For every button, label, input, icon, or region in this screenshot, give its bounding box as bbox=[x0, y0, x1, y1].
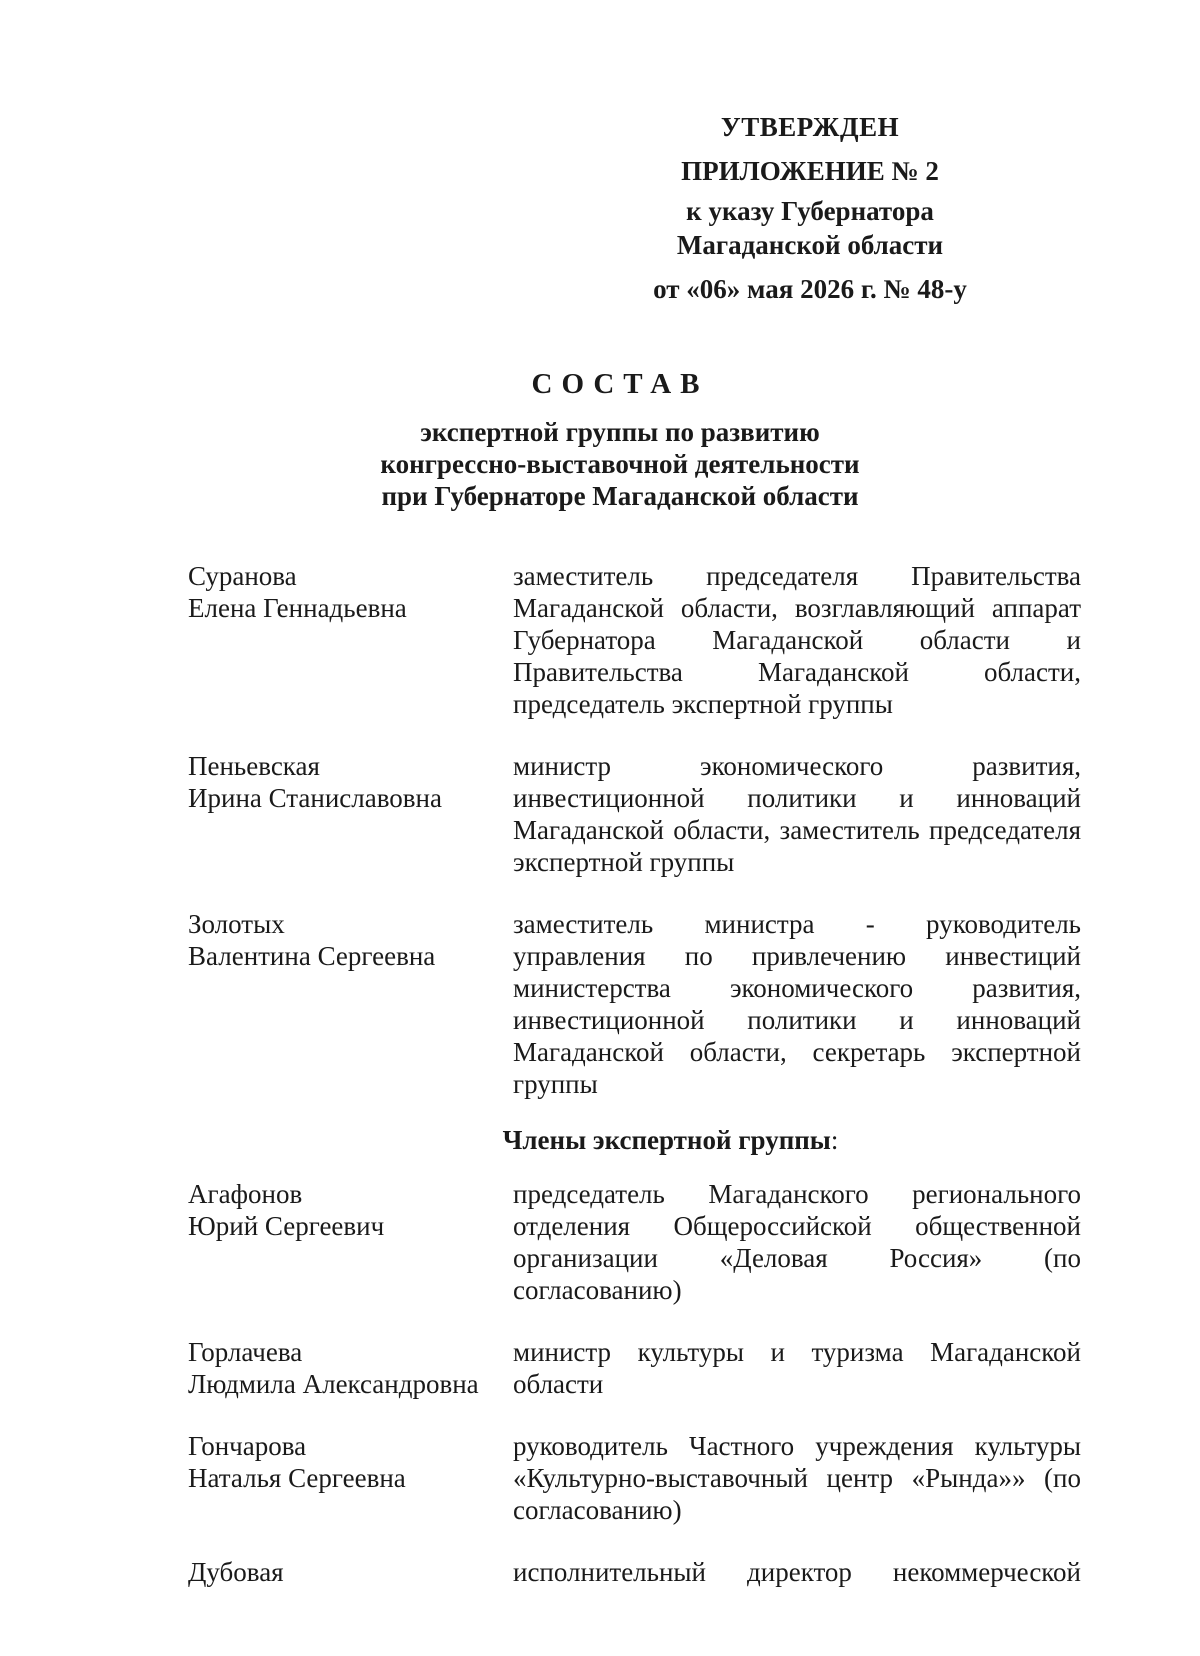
person-name bbox=[188, 1336, 513, 1400]
person-surname: Золотых bbox=[188, 909, 285, 939]
appendix-number: ПРИЛОЖЕНИЕ № 2 bbox=[681, 156, 939, 186]
person-name bbox=[188, 1430, 513, 1526]
roster-entry bbox=[188, 1430, 1081, 1526]
decree-region: Магаданской области bbox=[676, 230, 944, 260]
roster-entry bbox=[188, 1556, 1081, 1588]
person-name bbox=[188, 750, 513, 878]
person-name bbox=[188, 1556, 513, 1588]
document-subtitle bbox=[300, 416, 940, 512]
roster-entry bbox=[188, 908, 1081, 1100]
person-name bbox=[188, 560, 513, 720]
person-surname: Горлачева bbox=[188, 1337, 303, 1367]
person-surname: Гончарова bbox=[188, 1431, 307, 1461]
person-surname: Агафонов bbox=[188, 1179, 303, 1209]
person-role: исполнительный директор некоммерческой bbox=[513, 1557, 1081, 1587]
roster-entry bbox=[188, 750, 1081, 878]
person-role: заместитель министра - руководитель управления по привлечению инвестиций министерства экономического развития, инвестиционной политики и инноваций Магаданской области, секретарь экспертной группы bbox=[513, 909, 1081, 1099]
person-surname: Пеньевская bbox=[188, 751, 320, 781]
person-given-names: Людмила Александровна bbox=[188, 1369, 479, 1399]
approval-stamp bbox=[610, 110, 1010, 306]
decree-date-number: от «06» мая 2026 г. № 48-у bbox=[653, 274, 967, 304]
person-role: заместитель председателя Правительства Магаданской области, возглавляющий аппарат Губернатора Магаданской области и Правительства Магаданской области, председатель экспертной группы bbox=[513, 561, 1081, 719]
person-given-names: Юрий Сергеевич bbox=[188, 1211, 385, 1241]
roster-entry bbox=[188, 560, 1081, 720]
person-given-names: Ирина Станиславовна bbox=[188, 783, 442, 813]
approval-status: УТВЕРЖДЕН bbox=[720, 112, 900, 142]
person-role: министр культуры и туризма Магаданской области bbox=[513, 1337, 1081, 1399]
members-heading-colon: : bbox=[830, 1125, 839, 1155]
person-given-names: Валентина Сергеевна bbox=[188, 941, 436, 971]
person-name bbox=[188, 908, 513, 1100]
person-given-names: Елена Геннадьевна bbox=[188, 593, 407, 623]
document-title: СОСТАВ bbox=[531, 368, 709, 400]
members-heading bbox=[188, 1124, 1081, 1156]
person-given-names: Наталья Сергеевна bbox=[188, 1463, 406, 1493]
person-name bbox=[188, 1178, 513, 1306]
person-surname: Суранова bbox=[188, 561, 297, 591]
roster-entry bbox=[188, 1178, 1081, 1306]
person-surname: Дубовая bbox=[188, 1557, 284, 1587]
subtitle-line: конгрессно-выставочной деятельности bbox=[380, 449, 860, 479]
subtitle-line: при Губернаторе Магаданской области bbox=[381, 481, 859, 511]
subtitle-line: экспертной группы по развитию bbox=[420, 417, 820, 447]
person-role: министр экономического развития, инвестиционной политики и инноваций Магаданской области, заместитель председателя экспертной группы bbox=[513, 751, 1081, 877]
person-role: руководитель Частного учреждения культуры «Культурно-выставочный центр «Рында»» (по согласованию) bbox=[513, 1431, 1081, 1525]
roster-entry bbox=[188, 1336, 1081, 1400]
decree-reference: к указу Губернатора bbox=[686, 196, 934, 226]
members-heading-text: Члены экспертной группы bbox=[502, 1125, 831, 1155]
person-role: председатель Магаданского регионального отделения Общероссийской общественной организации «Деловая Россия» (по согласованию) bbox=[513, 1179, 1081, 1305]
group-roster bbox=[188, 560, 1081, 1588]
